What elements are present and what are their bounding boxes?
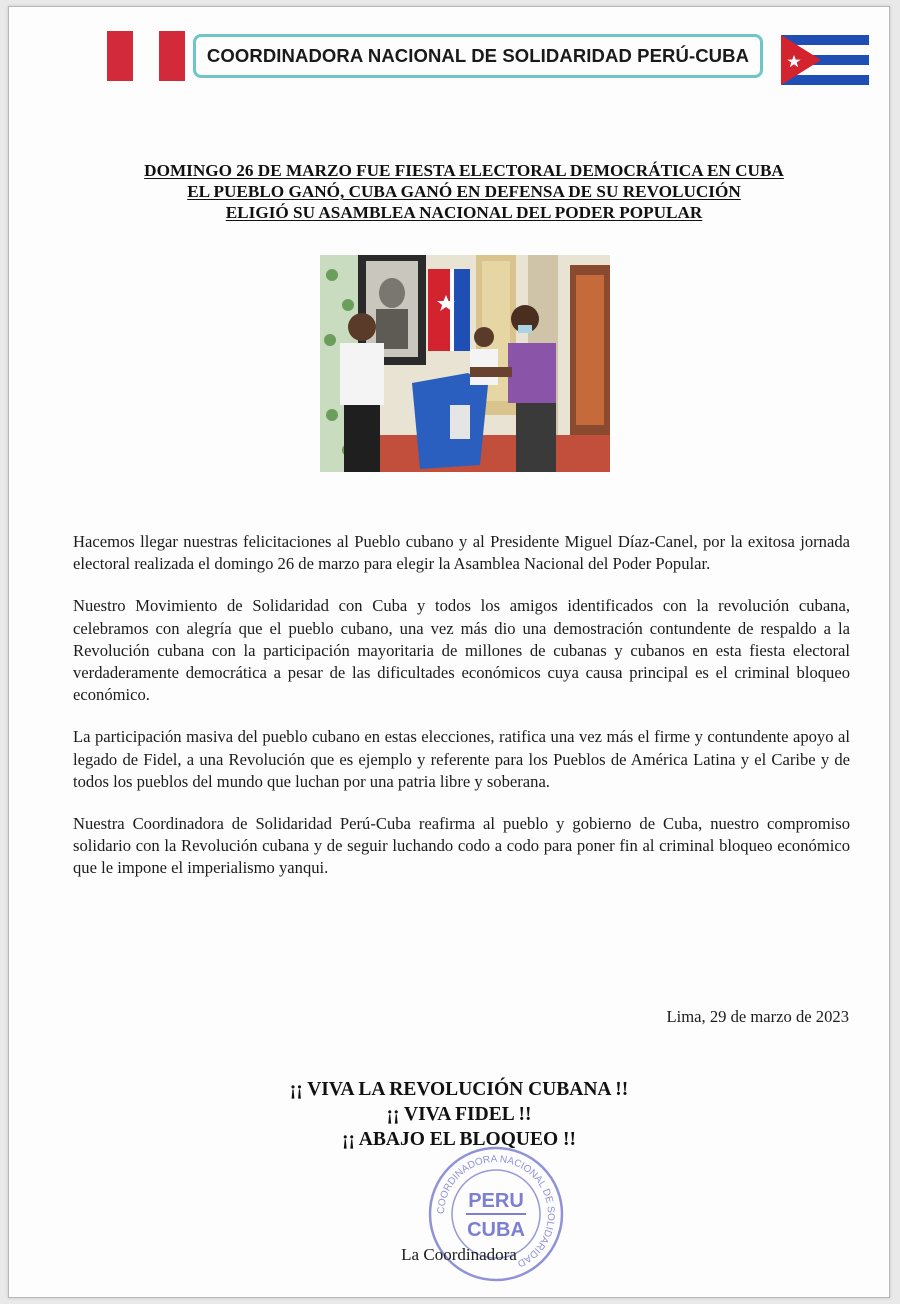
title-line: EL PUEBLO GANÓ, CUBA GANÓ EN DEFENSA DE SU REVOLUCIÓN (187, 182, 741, 201)
signature: La Coordinadora (401, 1245, 517, 1264)
cuba-flag-icon (781, 35, 869, 85)
organization-name: COORDINADORA NACIONAL DE SOLIDARIDAD PERÚ-CUBA (206, 45, 750, 66)
seal-line1: PERU (468, 1190, 524, 1212)
peru-flag-icon (107, 31, 185, 81)
title-line: DOMINGO 26 DE MARZO FUE FIESTA ELECTORAL DEMOCRÁTICA EN CUBA (144, 161, 784, 180)
title-line: ELIGIÓ SU ASAMBLEA NACIONAL DEL PODER POPULAR (225, 203, 703, 222)
letter-body (73, 531, 850, 900)
slogan: ¡¡ ABAJO EL BLOQUEO !! (341, 1129, 577, 1150)
seal-line2: CUBA (467, 1219, 525, 1241)
document-page (8, 6, 890, 1298)
slogans (159, 1077, 759, 1152)
paragraph: Nuestra Coordinadora de Solidaridad Perú-Cuba reafirma al pueblo y gobierno de Cuba, nuestro compromiso solidario con la Revolución cubana y de seguir luchando codo a codo para poner fin al criminal bloqueo económico que le impone el imperialismo yanqui. (73, 814, 850, 878)
organization-header (193, 34, 763, 78)
document-title (69, 160, 859, 223)
slogan: ¡¡ VIVA FIDEL !! (386, 1104, 532, 1125)
paragraph: Nuestro Movimiento de Solidaridad con Cuba y todos los amigos identificados con la revolución cubana, celebramos con alegría que el pueblo cubano, una vez más dio una demostración contundente de respaldo a la Revolución cubana con la participación mayoritaria de millones de cubanas y cubanos en esta fiesta electoral verdaderamente democrática a pesar de las dificultades económicos cuya causa principal es el criminal bloqueo económico. (73, 596, 850, 705)
voting-photo (320, 255, 610, 472)
seal-ring-text: COORDINADORA NACIONAL DE SOLIDARIDAD (435, 1153, 557, 1269)
paragraph: Hacemos llegar nuestras felicitaciones al Pueblo cubano y al Presidente Miguel Díaz-Canel, por la exitosa jornada electoral realizada el domingo 26 de marzo para elegir la Asamblea Nacional del Poder Popular. (73, 532, 850, 574)
date-line: Lima, 29 de marzo de 2023 (666, 1007, 849, 1026)
slogan: ¡¡ VIVA LA REVOLUCIÓN CUBANA !! (289, 1079, 629, 1100)
paragraph: La participación masiva del pueblo cubano en estas elecciones, ratifica una vez más el firme y contundente apoyo al legado de Fidel, a una Revolución que es ejemplo y referente para los Pueblos de América Latina y el Caribe y de todos los pueblos del mundo que luchan por una patria libre y soberana. (73, 727, 850, 791)
